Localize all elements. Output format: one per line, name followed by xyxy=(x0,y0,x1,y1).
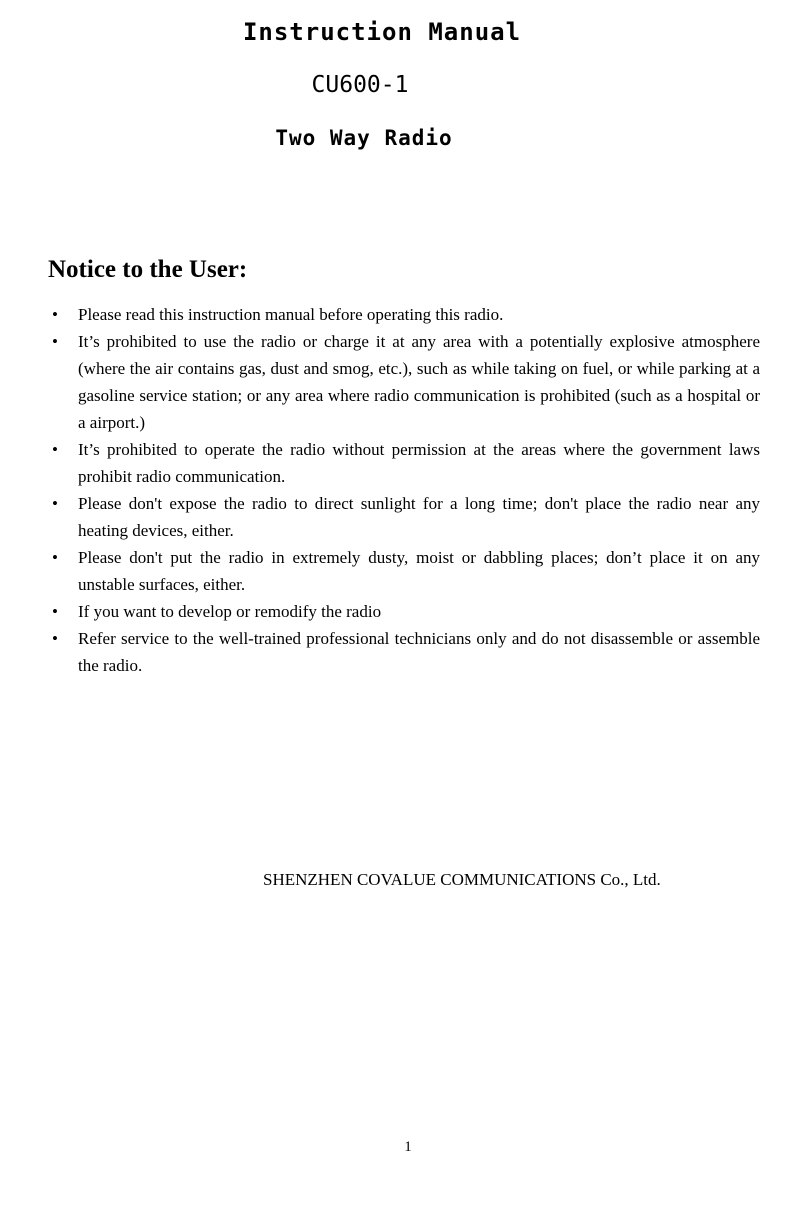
product-name: Two Way Radio xyxy=(275,126,453,150)
bullet-icon: • xyxy=(52,305,58,324)
bullet-icon: • xyxy=(52,440,58,459)
bullet-icon: • xyxy=(52,332,58,351)
notice-list xyxy=(52,301,760,679)
page-number: 1 xyxy=(404,1139,412,1155)
notice-heading: Notice to the User: xyxy=(48,256,248,283)
list-item xyxy=(52,328,760,436)
list-item-text: Refer service to the well-trained professional technicians only and do not disassemble or assemble the radio. xyxy=(78,629,760,675)
model-number: CU600-1 xyxy=(311,72,409,98)
list-item xyxy=(52,436,760,490)
bullet-icon: • xyxy=(52,602,58,621)
list-item xyxy=(52,598,760,625)
list-item xyxy=(52,490,760,544)
manual-title: Instruction Manual xyxy=(242,18,522,46)
list-item-text: Please don't expose the radio to direct sunlight for a long time; don't place the radio near any heating devices, either. xyxy=(78,494,760,540)
bullet-icon: • xyxy=(52,548,58,567)
list-item-text: Please don't put the radio in extremely dusty, moist or dabbling places; don’t place it on any unstable surfaces, either. xyxy=(78,548,760,594)
bullet-icon: • xyxy=(52,629,58,648)
list-item-text: It’s prohibited to operate the radio without permission at the areas where the government laws prohibit radio communication. xyxy=(78,440,760,486)
list-item-text: Please read this instruction manual before operating this radio. xyxy=(78,305,504,324)
list-item xyxy=(52,625,760,679)
company-name: SHENZHEN COVALUE COMMUNICATIONS Co., Ltd. xyxy=(263,870,661,889)
list-item xyxy=(52,301,760,328)
list-item xyxy=(52,544,760,598)
list-item-text: It’s prohibited to use the radio or charge it at any area with a potentially explosive atmosphere (where the air contains gas, dust and smog, etc.), such as while taking on fuel, or while parking at a gasoline service station; or any area where radio communication is prohibited (such as a hospital or a airport.) xyxy=(78,332,760,432)
bullet-icon: • xyxy=(52,494,58,513)
list-item-text: If you want to develop or remodify the radio xyxy=(78,602,382,621)
